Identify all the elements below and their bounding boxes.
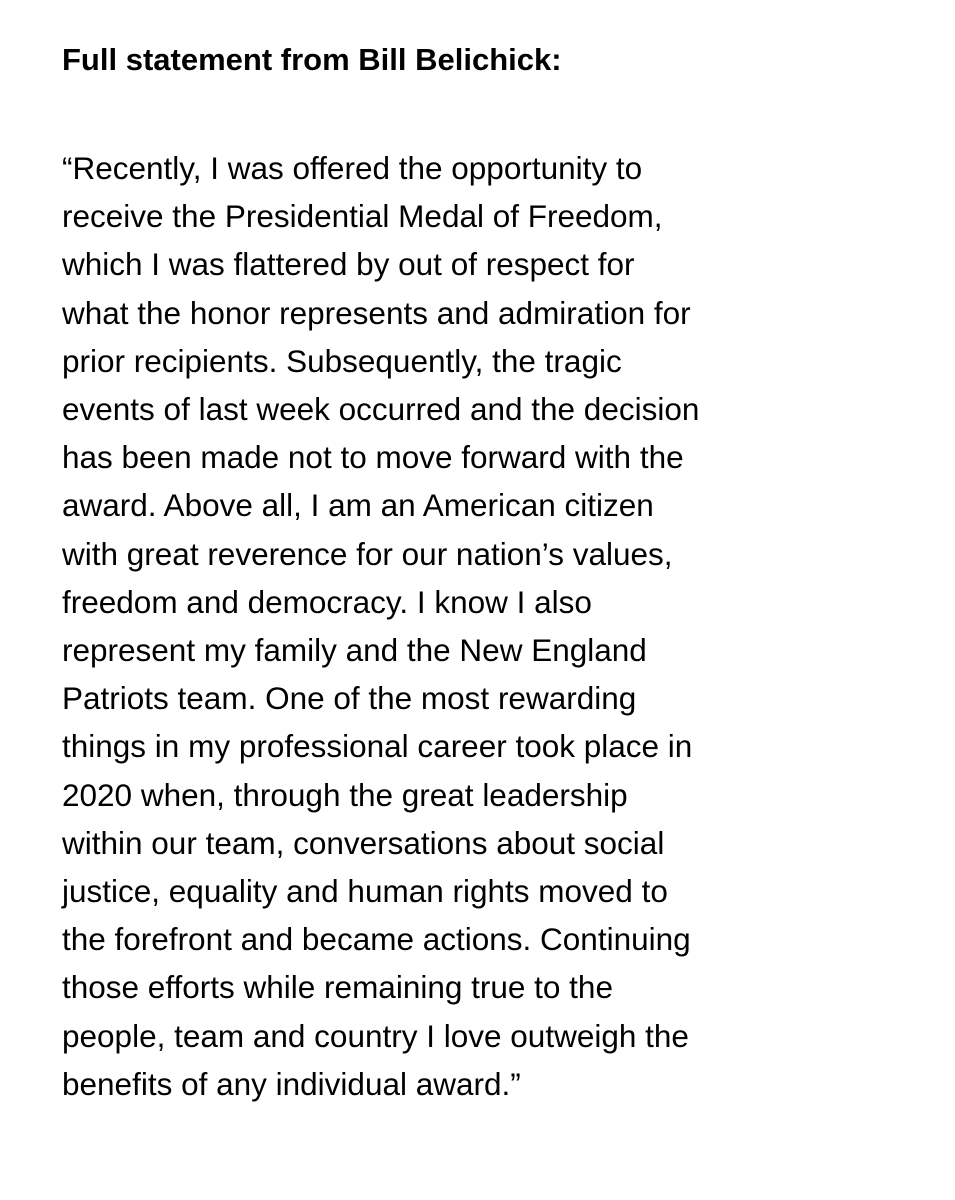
statement-body [62,144,699,1108]
statement-line: receive the Presidential Medal of Freedom, [62,198,663,235]
statement-line: events of last week occurred and the decision [62,391,700,428]
statement-line: things in my professional career took place in [62,728,693,765]
statement-line: with great reverence for our nation’s values, [62,535,673,572]
statement-line: Patriots team. One of the most rewarding [62,680,637,717]
statement-line: those efforts while remaining true to the [62,969,613,1006]
statement-line: within our team, conversations about social [62,824,665,861]
statement-heading: Full statement from Bill Belichick: [62,42,562,77]
statement-line: which I was flattered by out of respect for [62,246,635,283]
statement-line: justice, equality and human rights moved to [62,873,668,910]
statement-line: 2020 when, through the great leadership [62,776,628,813]
statement-line: prior recipients. Subsequently, the tragic [62,342,622,379]
statement-line: the forefront and became actions. Continuing [62,921,691,958]
statement-line: represent my family and the New England [62,632,647,669]
statement-line: has been made not to move forward with the [62,439,684,476]
statement-line: what the honor represents and admiration for [62,294,691,331]
statement-line: benefits of any individual award.” [62,1065,521,1102]
statement-line: “Recently, I was offered the opportunity to [62,150,643,186]
statement-line: people, team and country I love outweigh the [62,1017,689,1054]
statement-line: freedom and democracy. I know I also [62,583,592,620]
statement-line: award. Above all, I am an American citizen [62,487,654,524]
